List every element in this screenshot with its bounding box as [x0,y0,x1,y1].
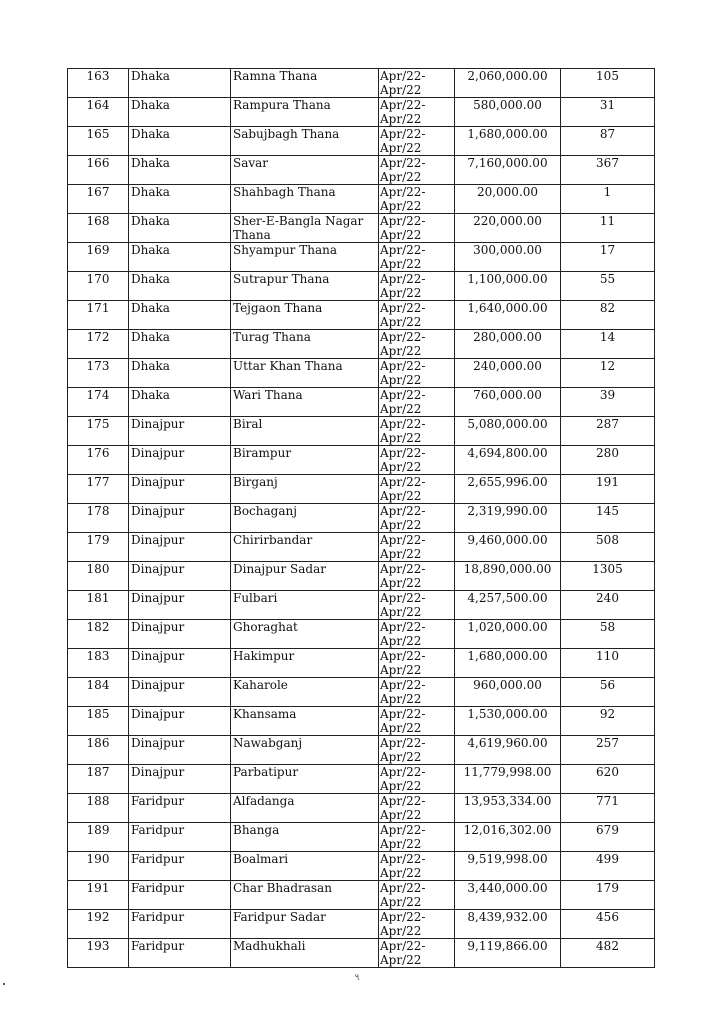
period-end: Apr/22 [380,518,422,532]
row-number: 183 [68,649,129,678]
table-row [68,185,655,214]
period-start: Apr/22- [380,794,426,808]
table-row [68,649,655,678]
period-start: Apr/22- [380,736,426,750]
period-cell [379,214,455,243]
period-cell [379,533,455,562]
amount-cell: 13,953,334.00 [455,794,561,823]
upazila-cell: Parbatipur [231,765,379,794]
period-start: Apr/22- [380,417,426,431]
upazila-cell: Fulbari [231,591,379,620]
row-number: 182 [68,620,129,649]
period-cell [379,736,455,765]
district-cell: Dinajpur [129,620,231,649]
upazila-cell: Tejgaon Thana [231,301,379,330]
amount-cell: 4,257,500.00 [455,591,561,620]
table-row [68,243,655,272]
table-row [68,852,655,881]
count-cell: 56 [561,678,655,707]
period-end: Apr/22 [380,721,422,735]
period-cell [379,98,455,127]
amount-cell: 8,439,932.00 [455,910,561,939]
upazila-cell: Biral [231,417,379,446]
table-row [68,910,655,939]
period-cell [379,446,455,475]
period-end: Apr/22 [380,141,422,155]
count-cell: 82 [561,301,655,330]
row-number: 177 [68,475,129,504]
period-end: Apr/22 [380,750,422,764]
amount-cell: 580,000.00 [455,98,561,127]
upazila-cell: Birganj [231,475,379,504]
row-number: 167 [68,185,129,214]
period-start: Apr/22- [380,678,426,692]
count-cell: 145 [561,504,655,533]
district-cell: Dinajpur [129,649,231,678]
period-cell [379,852,455,881]
upazila-cell: Sabujbagh Thana [231,127,379,156]
district-cell: Faridpur [129,939,231,968]
period-end: Apr/22 [380,228,422,242]
upazila-cell: Turag Thana [231,330,379,359]
period-cell [379,794,455,823]
period-cell [379,591,455,620]
page-number: ৭ [354,972,361,983]
period-end: Apr/22 [380,924,422,938]
count-cell: 179 [561,881,655,910]
district-cell: Dhaka [129,388,231,417]
table-row [68,881,655,910]
table-row [68,794,655,823]
table-row [68,939,655,968]
upazila-cell: Sutrapur Thana [231,272,379,301]
period-cell [379,156,455,185]
row-number: 164 [68,98,129,127]
amount-cell: 4,694,800.00 [455,446,561,475]
upazila-cell: Dinajpur Sadar [231,562,379,591]
period-start: Apr/22- [380,533,426,547]
district-cell: Faridpur [129,794,231,823]
period-start: Apr/22- [380,591,426,605]
period-end: Apr/22 [380,257,422,271]
table-row [68,736,655,765]
table-row [68,446,655,475]
upazila-cell: Shyampur Thana [231,243,379,272]
district-cell: Dhaka [129,156,231,185]
row-number: 181 [68,591,129,620]
upazila-cell: Nawabganj [231,736,379,765]
amount-cell: 300,000.00 [455,243,561,272]
district-cell: Dinajpur [129,707,231,736]
period-end: Apr/22 [380,460,422,474]
count-cell: 240 [561,591,655,620]
period-end: Apr/22 [380,344,422,358]
amount-cell: 1,680,000.00 [455,649,561,678]
table-row [68,98,655,127]
row-number: 189 [68,823,129,852]
amount-cell: 2,319,990.00 [455,504,561,533]
district-cell: Dinajpur [129,736,231,765]
district-cell: Dhaka [129,98,231,127]
table-row [68,156,655,185]
row-number: 171 [68,301,129,330]
row-number: 170 [68,272,129,301]
period-end: Apr/22 [380,170,422,184]
period-start: Apr/22- [380,156,426,170]
count-cell: 287 [561,417,655,446]
period-start: Apr/22- [380,330,426,344]
count-cell: 1305 [561,562,655,591]
period-end: Apr/22 [380,779,422,793]
period-cell [379,417,455,446]
table-row [68,591,655,620]
count-cell: 92 [561,707,655,736]
period-start: Apr/22- [380,98,426,112]
period-end: Apr/22 [380,373,422,387]
period-cell [379,910,455,939]
period-end: Apr/22 [380,199,422,213]
period-cell [379,69,455,98]
row-number: 190 [68,852,129,881]
count-cell: 280 [561,446,655,475]
upazila-cell: Wari Thana [231,388,379,417]
period-cell [379,823,455,852]
table-row [68,301,655,330]
amount-cell: 1,530,000.00 [455,707,561,736]
table-row [68,214,655,243]
upazila-cell: Bhanga [231,823,379,852]
district-cell: Dhaka [129,301,231,330]
period-cell [379,678,455,707]
amount-cell: 4,619,960.00 [455,736,561,765]
table-row [68,475,655,504]
period-cell [379,243,455,272]
period-start: Apr/22- [380,69,426,83]
period-cell [379,765,455,794]
period-end: Apr/22 [380,837,422,851]
district-cell: Dinajpur [129,533,231,562]
period-start: Apr/22- [380,649,426,663]
district-cell: Dhaka [129,69,231,98]
upazila-cell: Rampura Thana [231,98,379,127]
amount-cell: 2,655,996.00 [455,475,561,504]
count-cell: 499 [561,852,655,881]
row-number: 165 [68,127,129,156]
period-cell [379,301,455,330]
period-start: Apr/22- [380,823,426,837]
row-number: 192 [68,910,129,939]
amount-cell: 7,160,000.00 [455,156,561,185]
count-cell: 58 [561,620,655,649]
table-row [68,707,655,736]
row-number: 163 [68,69,129,98]
period-end: Apr/22 [380,663,422,677]
row-number: 185 [68,707,129,736]
row-number: 186 [68,736,129,765]
period-start: Apr/22- [380,446,426,460]
count-cell: 679 [561,823,655,852]
period-start: Apr/22- [380,562,426,576]
upazila-cell: Chirirbandar [231,533,379,562]
count-cell: 191 [561,475,655,504]
row-number: 174 [68,388,129,417]
table-row [68,417,655,446]
amount-cell: 220,000.00 [455,214,561,243]
period-cell [379,562,455,591]
upazila-cell: Birampur [231,446,379,475]
table-row [68,272,655,301]
table-row [68,388,655,417]
row-number: 188 [68,794,129,823]
count-cell: 87 [561,127,655,156]
table-row [68,678,655,707]
amount-cell: 280,000.00 [455,330,561,359]
amount-cell: 1,640,000.00 [455,301,561,330]
allocation-table [67,68,655,968]
period-start: Apr/22- [380,765,426,779]
amount-cell: 11,779,998.00 [455,765,561,794]
row-number: 193 [68,939,129,968]
period-cell [379,881,455,910]
period-start: Apr/22- [380,388,426,402]
district-cell: Dinajpur [129,417,231,446]
period-end: Apr/22 [380,692,422,706]
upazila-cell: Kaharole [231,678,379,707]
table-row [68,562,655,591]
count-cell: 620 [561,765,655,794]
amount-cell: 12,016,302.00 [455,823,561,852]
amount-cell: 1,020,000.00 [455,620,561,649]
count-cell: 508 [561,533,655,562]
amount-cell: 760,000.00 [455,388,561,417]
scan-speck [3,983,5,985]
district-cell: Dinajpur [129,562,231,591]
row-number: 173 [68,359,129,388]
count-cell: 771 [561,794,655,823]
row-number: 175 [68,417,129,446]
row-number: 168 [68,214,129,243]
amount-cell: 9,119,866.00 [455,939,561,968]
period-end: Apr/22 [380,112,422,126]
upazila-cell: Savar [231,156,379,185]
period-end: Apr/22 [380,605,422,619]
upazila-cell: Faridpur Sadar [231,910,379,939]
period-start: Apr/22- [380,359,426,373]
district-cell: Dinajpur [129,504,231,533]
district-cell: Faridpur [129,881,231,910]
district-cell: Dhaka [129,214,231,243]
period-cell [379,707,455,736]
amount-cell: 18,890,000.00 [455,562,561,591]
amount-cell: 1,100,000.00 [455,272,561,301]
amount-cell: 2,060,000.00 [455,69,561,98]
row-number: 179 [68,533,129,562]
count-cell: 367 [561,156,655,185]
count-cell: 11 [561,214,655,243]
count-cell: 39 [561,388,655,417]
table-body [68,69,655,968]
upazila-cell: Ghoraghat [231,620,379,649]
count-cell: 12 [561,359,655,388]
upazila-cell: Madhukhali [231,939,379,968]
upazila-cell: Sher-E-Bangla Nagar Thana [231,214,379,243]
period-end: Apr/22 [380,547,422,561]
count-cell: 110 [561,649,655,678]
period-start: Apr/22- [380,620,426,634]
period-end: Apr/22 [380,402,422,416]
table-row [68,504,655,533]
count-cell: 55 [561,272,655,301]
period-end: Apr/22 [380,315,422,329]
period-end: Apr/22 [380,808,422,822]
district-cell: Faridpur [129,852,231,881]
district-cell: Dhaka [129,185,231,214]
upazila-cell: Alfadanga [231,794,379,823]
district-cell: Dhaka [129,330,231,359]
count-cell: 456 [561,910,655,939]
upazila-cell: Hakimpur [231,649,379,678]
table-row [68,823,655,852]
amount-cell: 1,680,000.00 [455,127,561,156]
district-cell: Dinajpur [129,765,231,794]
row-number: 176 [68,446,129,475]
period-cell [379,504,455,533]
district-cell: Dinajpur [129,591,231,620]
period-start: Apr/22- [380,881,426,895]
upazila-cell: Shahbagh Thana [231,185,379,214]
period-end: Apr/22 [380,866,422,880]
period-end: Apr/22 [380,83,422,97]
row-number: 180 [68,562,129,591]
table-row [68,533,655,562]
district-cell: Dinajpur [129,475,231,504]
amount-cell: 9,519,998.00 [455,852,561,881]
period-cell [379,359,455,388]
table-row [68,330,655,359]
district-cell: Dinajpur [129,446,231,475]
row-number: 191 [68,881,129,910]
period-cell [379,185,455,214]
district-cell: Dhaka [129,359,231,388]
district-cell: Faridpur [129,910,231,939]
period-end: Apr/22 [380,895,422,909]
period-end: Apr/22 [380,634,422,648]
upazila-cell: Khansama [231,707,379,736]
period-start: Apr/22- [380,301,426,315]
district-cell: Faridpur [129,823,231,852]
table-row [68,359,655,388]
period-start: Apr/22- [380,127,426,141]
period-start: Apr/22- [380,939,426,953]
amount-cell: 960,000.00 [455,678,561,707]
period-end: Apr/22 [380,286,422,300]
period-start: Apr/22- [380,707,426,721]
amount-cell: 3,440,000.00 [455,881,561,910]
period-cell [379,475,455,504]
row-number: 172 [68,330,129,359]
district-cell: Dhaka [129,272,231,301]
upazila-cell: Ramna Thana [231,69,379,98]
count-cell: 105 [561,69,655,98]
row-number: 166 [68,156,129,185]
period-end: Apr/22 [380,489,422,503]
row-number: 184 [68,678,129,707]
count-cell: 257 [561,736,655,765]
district-cell: Dhaka [129,127,231,156]
count-cell: 17 [561,243,655,272]
period-cell [379,272,455,301]
amount-cell: 240,000.00 [455,359,561,388]
period-end: Apr/22 [380,576,422,590]
row-number: 178 [68,504,129,533]
period-start: Apr/22- [380,214,426,228]
amount-cell: 5,080,000.00 [455,417,561,446]
count-cell: 482 [561,939,655,968]
period-start: Apr/22- [380,243,426,257]
period-start: Apr/22- [380,504,426,518]
amount-cell: 9,460,000.00 [455,533,561,562]
period-start: Apr/22- [380,852,426,866]
period-cell [379,127,455,156]
row-number: 187 [68,765,129,794]
period-cell [379,620,455,649]
period-cell [379,388,455,417]
period-start: Apr/22- [380,475,426,489]
table-row [68,765,655,794]
period-start: Apr/22- [380,185,426,199]
upazila-cell: Boalmari [231,852,379,881]
table-row [68,127,655,156]
table-row [68,69,655,98]
district-cell: Dhaka [129,243,231,272]
row-number: 169 [68,243,129,272]
period-start: Apr/22- [380,272,426,286]
period-cell [379,649,455,678]
count-cell: 31 [561,98,655,127]
period-start: Apr/22- [380,910,426,924]
district-cell: Dinajpur [129,678,231,707]
amount-cell: 20,000.00 [455,185,561,214]
period-end: Apr/22 [380,431,422,445]
upazila-cell: Uttar Khan Thana [231,359,379,388]
table-row [68,620,655,649]
upazila-cell: Char Bhadrasan [231,881,379,910]
period-cell [379,939,455,968]
period-cell [379,330,455,359]
count-cell: 1 [561,185,655,214]
count-cell: 14 [561,330,655,359]
period-end: Apr/22 [380,953,422,967]
upazila-cell: Bochaganj [231,504,379,533]
